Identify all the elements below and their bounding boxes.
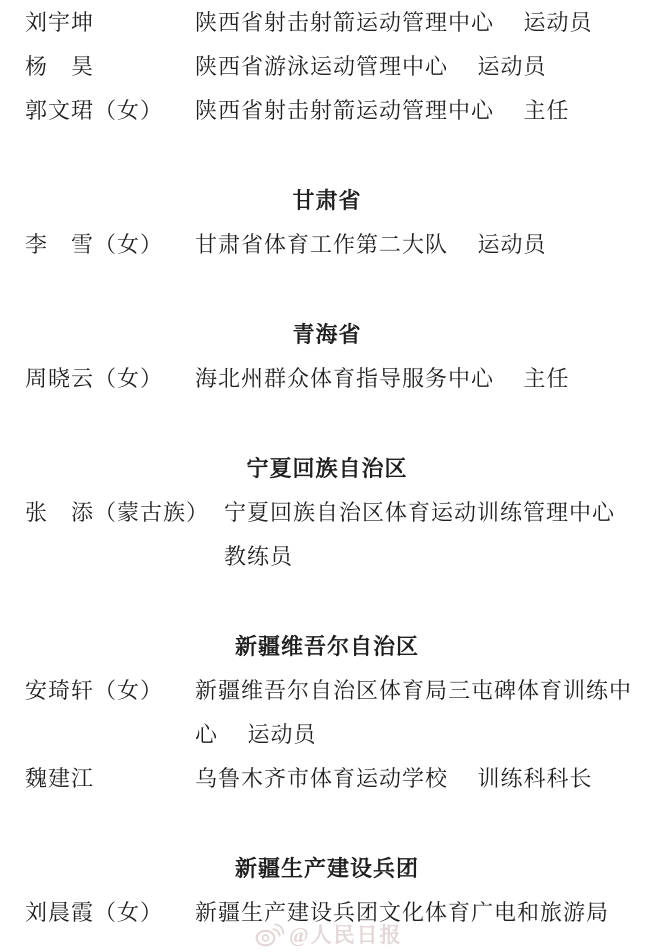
- section-header: 甘肃省: [292, 188, 362, 213]
- watermark: [254, 919, 403, 949]
- section-header: 青海省: [292, 322, 362, 347]
- entry-row: [0, 757, 654, 801]
- section-qinghai: [0, 313, 654, 401]
- section-header: 新疆生产建设兵团: [234, 856, 419, 881]
- entry-detail: [195, 669, 632, 757]
- entry-detail: [195, 89, 570, 133]
- entry-row: [0, 45, 654, 89]
- detail-line: 甘肃省体育工作第二大队 运动员: [195, 232, 547, 257]
- entry-detail: [195, 757, 593, 801]
- entry-row: [0, 669, 654, 757]
- weibo-icon: [254, 921, 284, 948]
- entry-row: [0, 89, 654, 133]
- entry-name: 安琦轩（女）: [25, 678, 164, 703]
- detail-line: 乌鲁木齐市体育运动学校 训练科科长: [195, 766, 593, 791]
- section-header: 宁夏回族自治区: [246, 456, 408, 481]
- entry-name: 周晓云（女）: [25, 366, 164, 391]
- section-ningxia: [0, 447, 654, 579]
- entry-name: 杨 昊: [25, 54, 95, 79]
- entry-detail: [224, 491, 615, 579]
- section-xinjiang: [0, 625, 654, 801]
- entry-row: [0, 1, 654, 45]
- entry-row: [0, 223, 654, 267]
- section-header: 新疆维吾尔自治区: [234, 634, 419, 659]
- entry-detail: [195, 1, 593, 45]
- entry-name: 张 添（蒙古族）: [25, 500, 210, 525]
- detail-line: 心 运动员: [195, 722, 317, 747]
- watermark-text: @人民日报: [289, 923, 403, 947]
- detail-line: 宁夏回族自治区体育运动训练管理中心: [224, 500, 616, 525]
- entry-detail: [195, 223, 547, 267]
- entry-name: 魏建江: [25, 766, 95, 791]
- entry-name: 刘宇坤: [25, 10, 95, 35]
- entry-row: [0, 491, 654, 579]
- entry-name: 刘晨霞（女）: [25, 900, 164, 925]
- detail-line: 陕西省游泳运动管理中心 运动员: [195, 54, 547, 79]
- entry-name: 李 雪（女）: [25, 232, 164, 257]
- entry-row: [0, 357, 654, 401]
- detail-line: 新疆维吾尔自治区体育局三屯碑体育训练中: [195, 678, 633, 703]
- entry-name: 郭文珺（女）: [25, 98, 164, 123]
- section-shaanxi-continued: [0, 1, 654, 133]
- detail-line: 陕西省射击射箭运动管理中心 主任: [195, 98, 570, 123]
- detail-line: 新疆生产建设兵团文化体育广电和旅游局: [195, 900, 610, 925]
- detail-line: 海北州群众体育指导服务中心 主任: [195, 366, 570, 391]
- detail-line: 教练员: [224, 544, 294, 569]
- entry-detail: [195, 357, 570, 401]
- entry-detail: [195, 45, 547, 89]
- detail-line: 陕西省射击射箭运动管理中心 运动员: [195, 10, 593, 35]
- section-gansu: [0, 179, 654, 267]
